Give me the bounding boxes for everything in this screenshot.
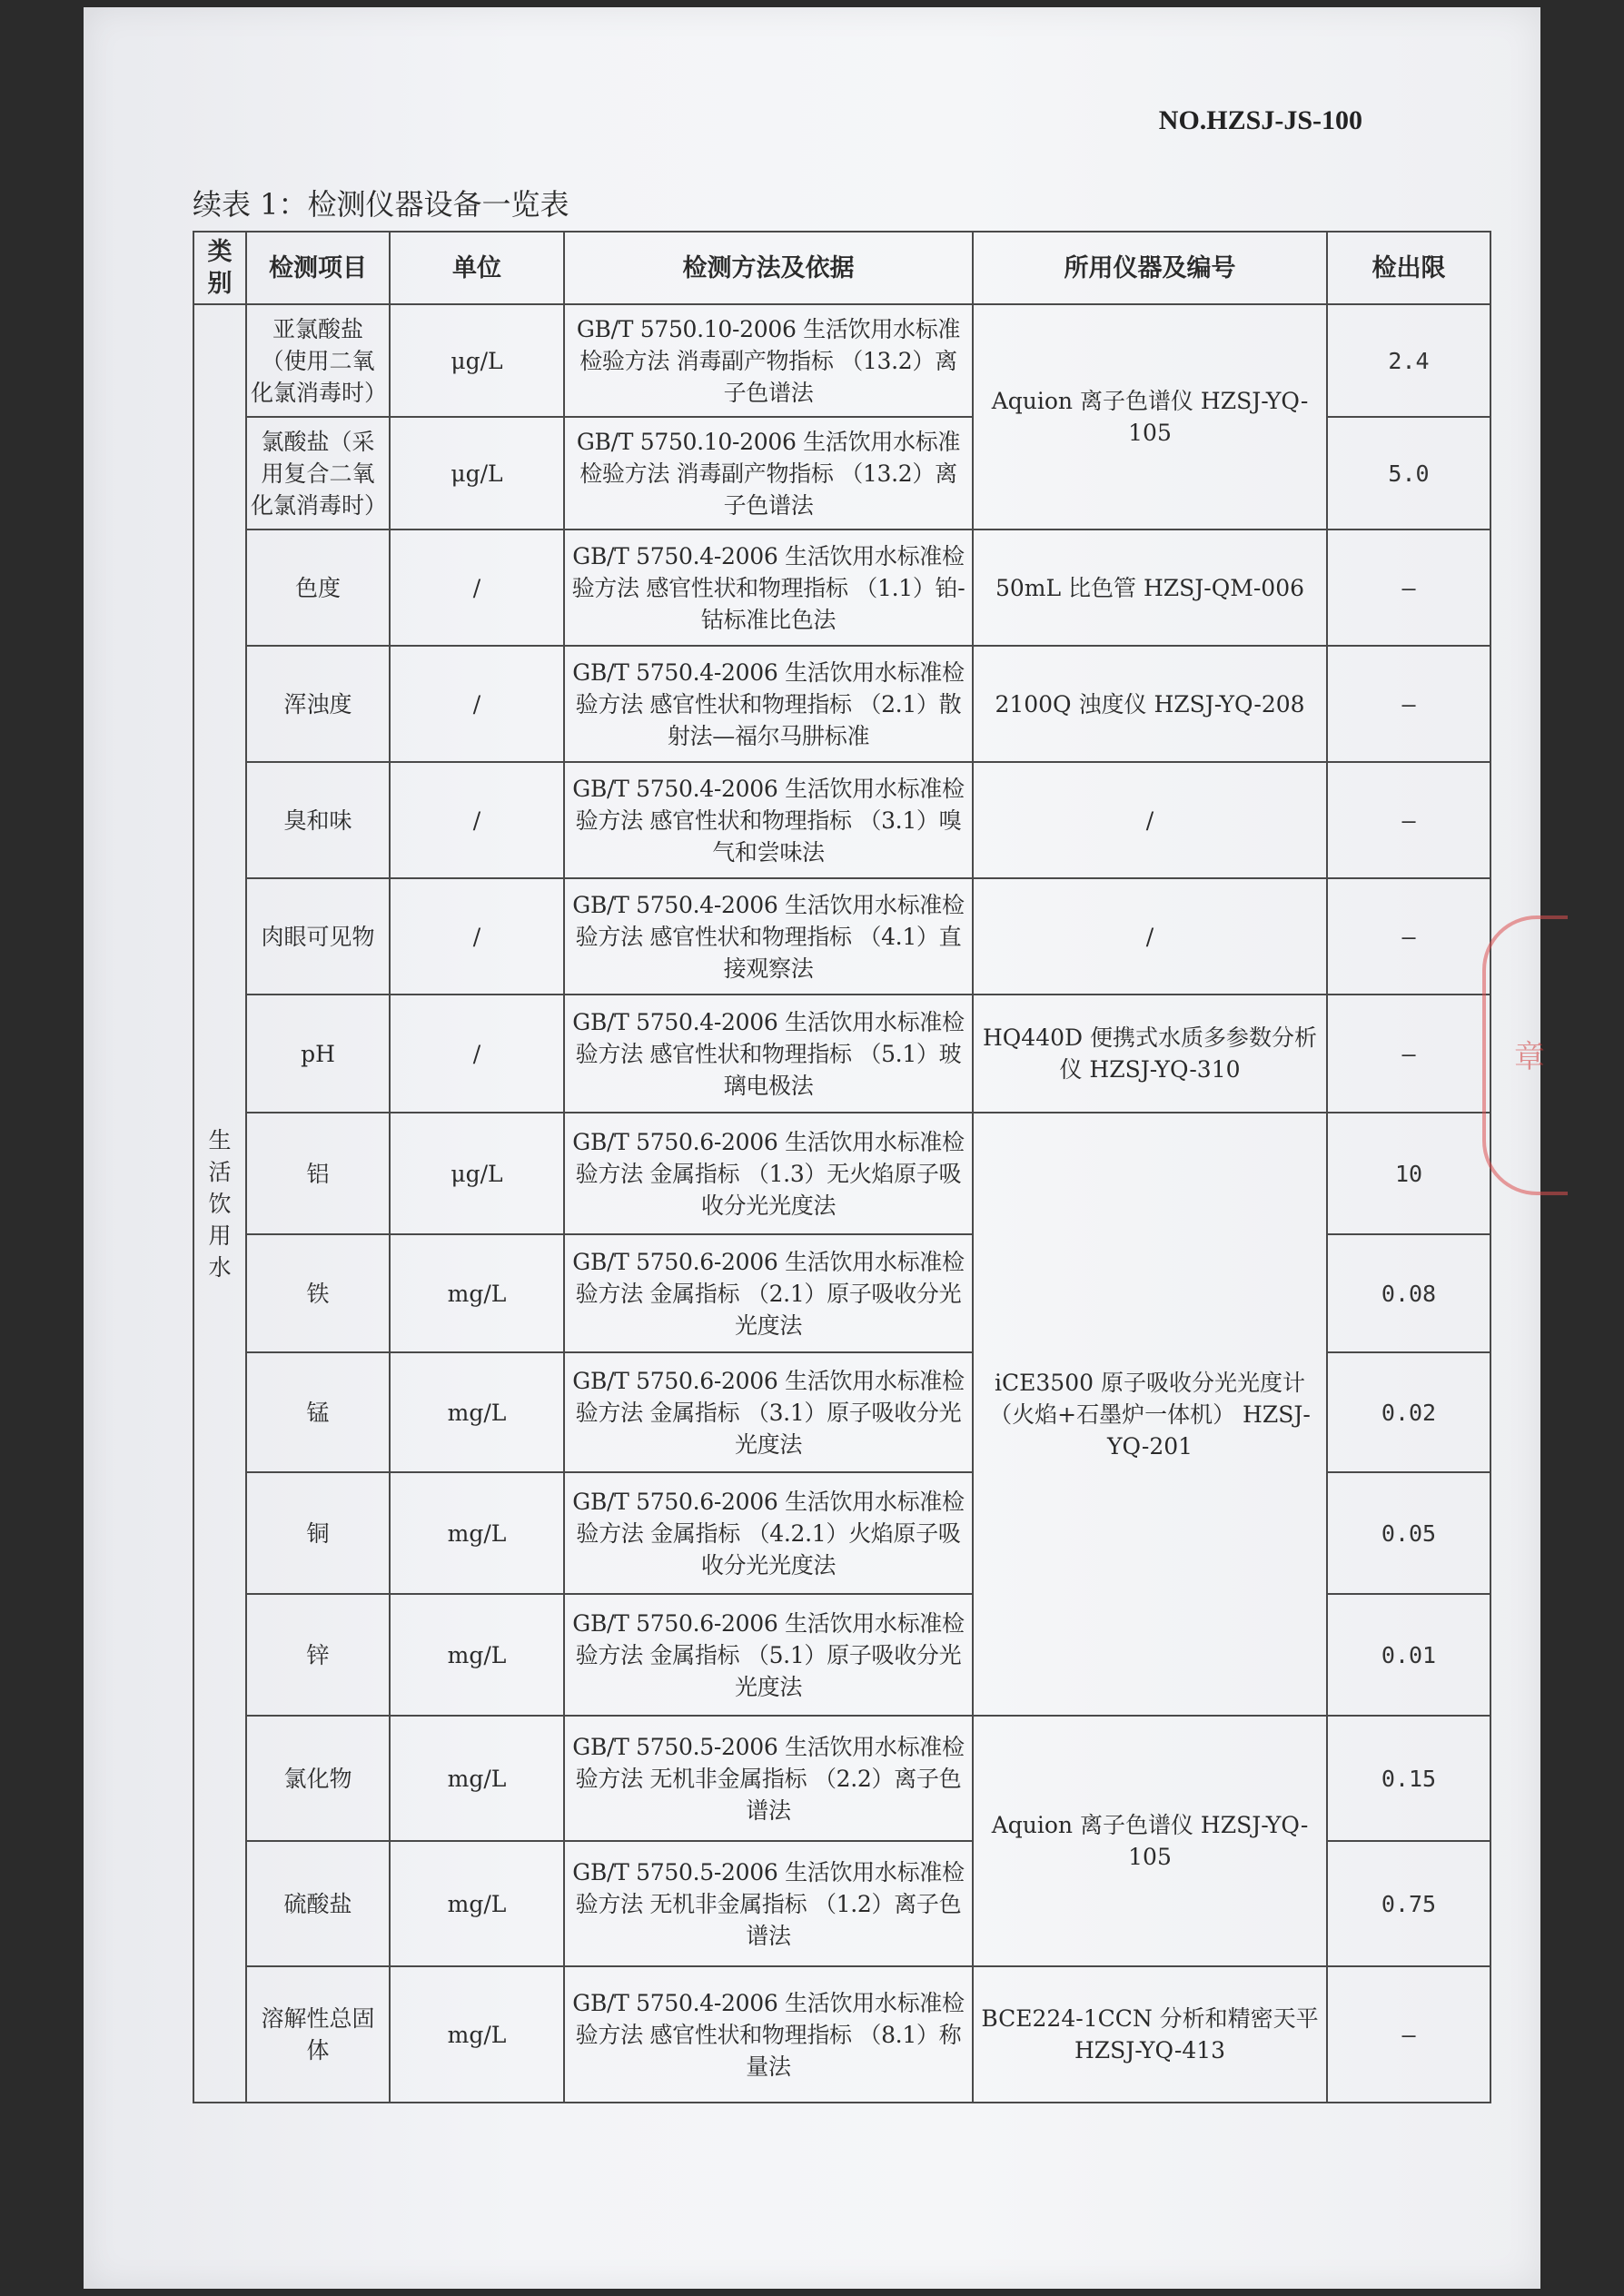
table-row — [193, 878, 1490, 995]
method-cell: GB/T 5750.4-2006 生活饮用水标准检验方法 感官性状和物理指标 （2.1）散射法—福尔马肼标准 — [564, 646, 973, 762]
limit-cell: 0.05 — [1327, 1472, 1490, 1594]
unit-cell: / — [390, 878, 564, 995]
unit-cell: mg/L — [390, 1472, 564, 1594]
table-row — [193, 1716, 1490, 1841]
item-cell: 色度 — [246, 529, 390, 646]
item-cell: pH — [246, 995, 390, 1113]
header-item: 检测项目 — [246, 232, 390, 304]
method-cell: GB/T 5750.6-2006 生活饮用水标准检验方法 金属指标 （4.2.1）火焰原子吸收分光光度法 — [564, 1472, 973, 1594]
header-row — [193, 232, 1490, 304]
method-cell: GB/T 5750.6-2006 生活饮用水标准检验方法 金属指标 （2.1）原子吸收分光光度法 — [564, 1234, 973, 1352]
item-cell: 铝 — [246, 1113, 390, 1234]
table-row — [193, 1966, 1490, 2103]
limit-cell: 0.01 — [1327, 1594, 1490, 1716]
instrument-table — [193, 231, 1491, 2103]
unit-cell: mg/L — [390, 1234, 564, 1352]
limit-cell: — — [1327, 1966, 1490, 2103]
stamp-text: 章 — [1508, 1040, 1545, 1071]
method-cell: GB/T 5750.6-2006 生活饮用水标准检验方法 金属指标 （5.1）原子吸收分光光度法 — [564, 1594, 973, 1716]
method-cell: GB/T 5750.5-2006 生活饮用水标准检验方法 无机非金属指标 （1.2）离子色谱法 — [564, 1841, 973, 1966]
table-row — [193, 1113, 1490, 1234]
item-cell: 臭和味 — [246, 762, 390, 878]
method-cell: GB/T 5750.4-2006 生活饮用水标准检验方法 感官性状和物理指标 （3.1）嗅气和尝味法 — [564, 762, 973, 878]
header-limit: 检出限 — [1327, 232, 1490, 304]
header-unit: 单位 — [390, 232, 564, 304]
instrument-cell: 50mL 比色管 HZSJ-QM-006 — [973, 529, 1327, 646]
unit-cell: mg/L — [390, 1352, 564, 1472]
red-seal-stamp — [1482, 915, 1568, 1195]
table-row — [193, 646, 1490, 762]
item-cell: 锌 — [246, 1594, 390, 1716]
unit-cell: μg/L — [390, 304, 564, 417]
document-number: NO.HZSJ-JS-100 — [1158, 105, 1362, 135]
limit-cell: 0.02 — [1327, 1352, 1490, 1472]
instrument-cell: 2100Q 浊度仪 HZSJ-YQ-208 — [973, 646, 1327, 762]
item-cell: 氯化物 — [246, 1716, 390, 1841]
limit-cell: 5.0 — [1327, 417, 1490, 529]
limit-cell: 2.4 — [1327, 304, 1490, 417]
item-cell: 硫酸盐 — [246, 1841, 390, 1966]
instrument-cell: / — [973, 762, 1327, 878]
unit-cell: / — [390, 995, 564, 1113]
unit-cell: μg/L — [390, 1113, 564, 1234]
limit-cell: 10 — [1327, 1113, 1490, 1234]
limit-cell: — — [1327, 646, 1490, 762]
item-cell: 铁 — [246, 1234, 390, 1352]
method-cell: GB/T 5750.4-2006 生活饮用水标准检验方法 感官性状和物理指标 （5.1）玻璃电极法 — [564, 995, 973, 1113]
item-cell: 肉眼可见物 — [246, 878, 390, 995]
item-cell: 浑浊度 — [246, 646, 390, 762]
unit-cell: μg/L — [390, 417, 564, 529]
limit-cell: 0.75 — [1327, 1841, 1490, 1966]
instrument-cell: BCE224-1CCN 分析和精密天平 HZSJ-YQ-413 — [973, 1966, 1327, 2103]
limit-cell: — — [1327, 529, 1490, 646]
method-cell: GB/T 5750.10-2006 生活饮用水标准检验方法 消毒副产物指标 （13.2）离子色谱法 — [564, 417, 973, 529]
table-row — [193, 529, 1490, 646]
method-cell: GB/T 5750.6-2006 生活饮用水标准检验方法 金属指标 （3.1）原子吸收分光光度法 — [564, 1352, 973, 1472]
limit-cell: — — [1327, 878, 1490, 995]
limit-cell: 0.15 — [1327, 1716, 1490, 1841]
item-cell: 溶解性总固体 — [246, 1966, 390, 2103]
limit-cell: 0.08 — [1327, 1234, 1490, 1352]
header-instrument: 所用仪器及编号 — [973, 232, 1327, 304]
table-row — [193, 762, 1490, 878]
instrument-cell: iCE3500 原子吸收分光光度计（火焰+石墨炉一体机） HZSJ-YQ-201 — [973, 1113, 1327, 1716]
instrument-cell: HQ440D 便携式水质多参数分析仪 HZSJ-YQ-310 — [973, 995, 1327, 1113]
unit-cell: mg/L — [390, 1841, 564, 1966]
header-method: 检测方法及依据 — [564, 232, 973, 304]
unit-cell: mg/L — [390, 1594, 564, 1716]
instrument-cell: Aquion 离子色谱仪 HZSJ-YQ-105 — [973, 1716, 1327, 1966]
unit-cell: / — [390, 762, 564, 878]
method-cell: GB/T 5750.10-2006 生活饮用水标准检验方法 消毒副产物指标 （13.2）离子色谱法 — [564, 304, 973, 417]
method-cell: GB/T 5750.4-2006 生活饮用水标准检验方法 感官性状和物理指标 （4.1）直接观察法 — [564, 878, 973, 995]
item-cell: 亚氯酸盐（使用二氧化氯消毒时） — [246, 304, 390, 417]
unit-cell: mg/L — [390, 1966, 564, 2103]
category-cell: 生活饮用水 — [193, 304, 246, 2103]
instrument-cell: / — [973, 878, 1327, 995]
method-cell: GB/T 5750.6-2006 生活饮用水标准检验方法 金属指标 （1.3）无火焰原子吸收分光光度法 — [564, 1113, 973, 1234]
method-cell: GB/T 5750.4-2006 生活饮用水标准检验方法 感官性状和物理指标 （1.1）铂-钴标准比色法 — [564, 529, 973, 646]
header-category: 类别 — [193, 232, 246, 304]
unit-cell: mg/L — [390, 1716, 564, 1841]
limit-cell: — — [1327, 762, 1490, 878]
document-page — [84, 7, 1545, 2289]
instrument-cell: Aquion 离子色谱仪 HZSJ-YQ-105 — [973, 304, 1327, 529]
unit-cell: / — [390, 529, 564, 646]
item-cell: 锰 — [246, 1352, 390, 1472]
table-row — [193, 995, 1490, 1113]
table-row — [193, 304, 1490, 417]
table-caption: 续表 1：检测仪器设备一览表 — [193, 187, 569, 222]
item-cell: 氯酸盐（采用复合二氧化氯消毒时） — [246, 417, 390, 529]
limit-cell: — — [1327, 995, 1490, 1113]
unit-cell: / — [390, 646, 564, 762]
method-cell: GB/T 5750.4-2006 生活饮用水标准检验方法 感官性状和物理指标 （8.1）称量法 — [564, 1966, 973, 2103]
method-cell: GB/T 5750.5-2006 生活饮用水标准检验方法 无机非金属指标 （2.2）离子色谱法 — [564, 1716, 973, 1841]
item-cell: 铜 — [246, 1472, 390, 1594]
